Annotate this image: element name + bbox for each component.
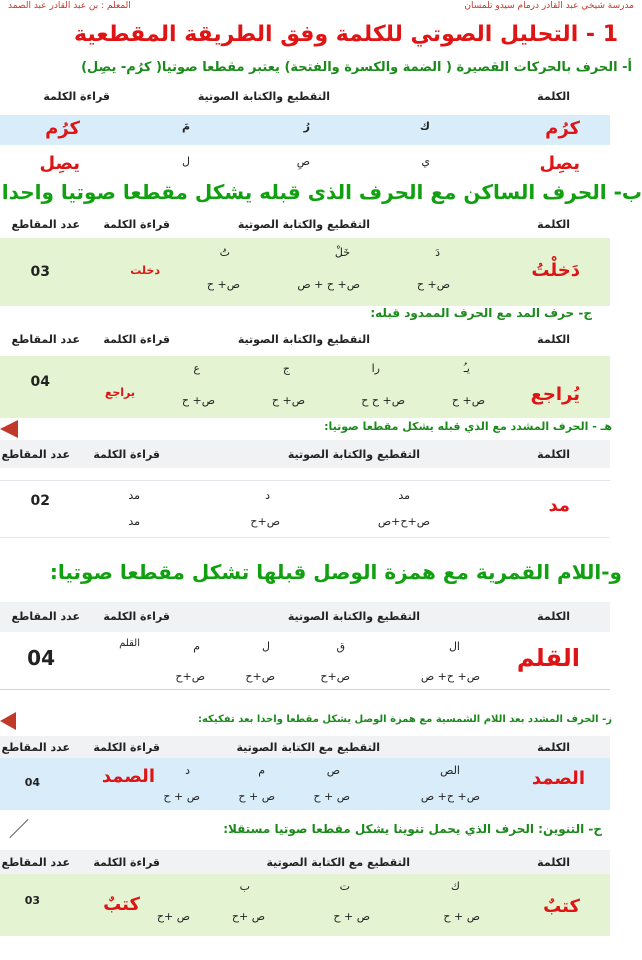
col-syllables: التقطيع والكتابة الصوتية — [237, 218, 370, 231]
col-count: عدد المقاطع — [1, 856, 70, 869]
letter: ع — [193, 362, 200, 375]
reading: الصمد — [101, 766, 155, 787]
col-count: عدد المقاطع — [1, 741, 70, 754]
col-reading: قراءة الكلمة — [103, 610, 170, 623]
section-d-header-row — [0, 440, 610, 468]
section-e-row — [0, 634, 610, 690]
letter: مد — [398, 489, 410, 502]
reading: كرُم — [45, 118, 80, 139]
letter: د — [185, 764, 190, 777]
letter: رُ — [303, 120, 310, 133]
letter: ص — [326, 764, 340, 777]
col-reading: قراءة الكلمة — [93, 856, 160, 869]
word: مد — [548, 495, 570, 516]
code: ص + ح — [333, 910, 370, 923]
section-f-heading: ز- الحرف المشدد بعد اللام الشمسية مع همزة الوصل يشكل مقطعا واحدا بعد تفكيكه: — [197, 714, 612, 725]
letter: مَ — [181, 120, 190, 133]
reading: كتبٌ — [103, 894, 140, 915]
code: ص + ح — [313, 790, 350, 803]
letter: يـُ — [463, 362, 470, 375]
section-d-heading: هـ - الحرف المشدد مع الذي قبله يشكل مقطعا صوتيا: — [324, 420, 612, 433]
letter: دَ — [435, 246, 440, 259]
code: ص+ ح — [181, 394, 215, 407]
letter: ل — [182, 155, 190, 168]
col-count: عدد المقاطع — [1, 448, 70, 461]
reading: يراجع — [104, 386, 135, 399]
section-b-heading: ب- الحرف الساكن مع الحرف الذى قبله يشكل مقطعا صوتيا واحدا — [1, 180, 642, 204]
count: 04 — [27, 646, 55, 670]
code: ص+ ح + ص — [297, 278, 360, 291]
letter: الص — [440, 764, 460, 777]
col-reading: قراءة الكلمة — [93, 448, 160, 461]
reading-2: مد — [128, 515, 140, 528]
count: 04 — [24, 776, 40, 789]
code: ص+ح — [320, 670, 350, 683]
count: 02 — [30, 493, 50, 509]
section-a-row-1 — [0, 115, 610, 145]
col-word: الكلمة — [537, 741, 570, 754]
letter: صِ — [296, 155, 310, 168]
letter: د — [265, 489, 270, 502]
section-e-header-row — [0, 602, 610, 632]
section-c-header-row — [0, 333, 610, 349]
reading: مد — [128, 489, 140, 502]
letter: تُ — [219, 246, 230, 259]
code: ص +ح — [156, 910, 190, 923]
col-word: الكلمة — [537, 90, 570, 103]
section-a-row-2 — [0, 150, 610, 180]
count: 04 — [30, 374, 50, 390]
code: ص+ ح+ ص — [420, 790, 480, 803]
letter: ب — [239, 880, 250, 893]
reading: يصِل — [39, 153, 80, 174]
word: كرُم — [545, 118, 580, 139]
col-reading: قراءة الكلمة — [103, 333, 170, 346]
reading: القلم — [119, 638, 140, 649]
letter: ت — [339, 880, 350, 893]
section-f-row — [0, 758, 610, 810]
arrow-marker — [0, 712, 16, 730]
letter: م — [258, 764, 265, 777]
word: دَخلْتُ — [531, 260, 580, 281]
letter: خَلْ — [334, 246, 350, 259]
code: ص+ح — [175, 670, 205, 683]
letter: را — [371, 362, 380, 375]
arrow-marker — [0, 420, 18, 438]
col-count: عدد المقاطع — [11, 218, 80, 231]
col-word: الكلمة — [537, 610, 570, 623]
section-g-row — [0, 874, 610, 936]
code: ص+ ح — [451, 394, 485, 407]
col-reading: قراءة الكلمة — [93, 741, 160, 754]
col-reading: قراءة الكلمة — [43, 90, 110, 103]
col-count: عدد المقاطع — [11, 610, 80, 623]
col-word: الكلمة — [537, 856, 570, 869]
col-syllables: التقطيع والكتابة الصوتية — [197, 90, 330, 103]
col-syllables: التقطيع مع الكتابة الصوتية — [236, 741, 380, 754]
col-count: عدد المقاطع — [11, 333, 80, 346]
section-g-header-row — [0, 850, 610, 874]
col-syllables: التقطيع والكتابة الصوتية — [287, 448, 420, 461]
word: كتبٌ — [543, 896, 580, 917]
code: ص+ح — [250, 515, 280, 528]
code: ص+ح — [245, 670, 275, 683]
word: الصمد — [531, 768, 585, 789]
word: يصِل — [539, 153, 580, 174]
code: ص +ح — [231, 910, 265, 923]
letter: ل — [262, 640, 270, 653]
section-a-heading: أ- الحرف بالحركات القصيرة ( الضمة والكسرة والفتحة) يعتبر مقطعا صوتيا( كرُم- يصِل) — [81, 60, 632, 75]
section-b-row — [0, 238, 610, 306]
section-g-heading: ح- التنوين: الحرف الذي يحمل تنوينا يشكل مقطعا صوتيا مستقلا: — [223, 822, 602, 836]
section-e-heading: و-اللام القمرية مع همزة الوصل قبلها تشكل مقطعا صوتيا: — [49, 560, 622, 584]
teacher-name: المعلم : بن عبد القادر عبد الصمد — [8, 1, 131, 11]
page-title: 1 - التحليل الصوتي للكلمة وفق الطريقة المقطعية — [73, 22, 618, 47]
letter: م — [193, 640, 200, 653]
code: ص+ح+ص — [377, 515, 430, 528]
reading: دخلت — [130, 264, 160, 277]
code: ص + ح — [238, 790, 275, 803]
page-header — [0, 0, 642, 14]
code: ص+ ح — [271, 394, 305, 407]
col-syllables: التقطيع والكتابة الصوتية — [287, 610, 420, 623]
count: 03 — [24, 894, 40, 907]
section-c-heading: ج- حرف المد مع الحرف الممدود قبله: — [370, 306, 592, 320]
slash-mark — [9, 819, 28, 838]
letter: ق — [336, 640, 345, 653]
code: ص+ ح+ ص — [420, 670, 480, 683]
count: 03 — [30, 264, 50, 280]
word: يُراجع — [530, 384, 580, 405]
code: ص + ح — [163, 790, 200, 803]
letter: ال — [448, 640, 460, 653]
col-syllables: التقطيع والكتابة الصوتية — [237, 333, 370, 346]
code: ص+ ح — [416, 278, 450, 291]
word: القلم — [516, 644, 580, 672]
section-c-row — [0, 356, 610, 418]
col-word: الكلمة — [537, 333, 570, 346]
letter: ي — [421, 155, 430, 168]
code: ص + ح — [443, 910, 480, 923]
col-syllables: التقطيع مع الكتابة الصوتية — [266, 856, 410, 869]
section-f-header-row — [0, 736, 610, 758]
code: ص+ ح — [206, 278, 240, 291]
col-word: الكلمة — [537, 448, 570, 461]
section-d-row — [0, 480, 610, 538]
code: ص+ ح ح — [361, 394, 405, 407]
section-a-header-row — [0, 90, 610, 106]
letter: ج — [282, 362, 290, 375]
letter: ك — [450, 880, 460, 893]
letter: ك — [419, 120, 430, 133]
col-word: الكلمة — [537, 218, 570, 231]
school-name: مدرسة شيخي عبد القادر درمام سيدو تلمسان — [464, 1, 634, 11]
col-reading: قراءة الكلمة — [103, 218, 170, 231]
section-b-header-row — [0, 218, 610, 234]
